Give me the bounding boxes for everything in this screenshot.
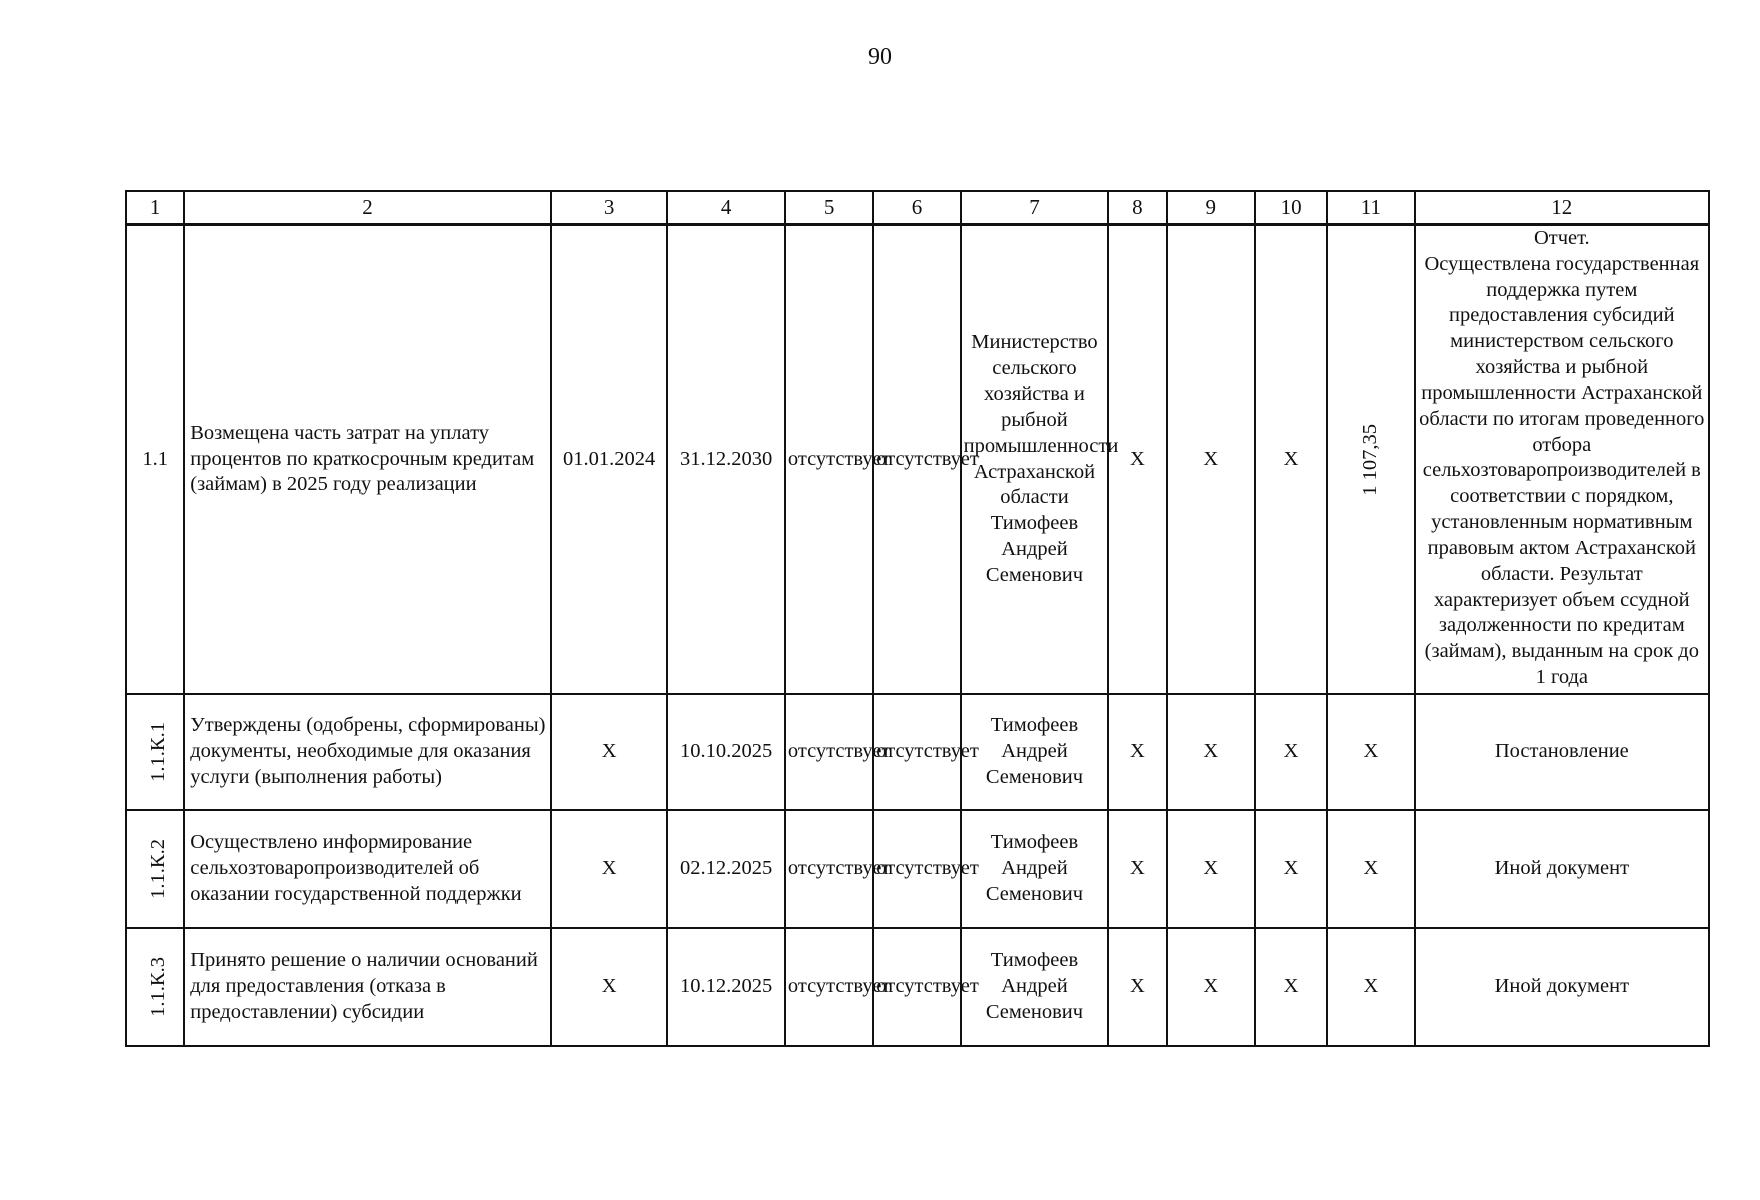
cell-col6: отсутствует: [873, 928, 960, 1046]
responsible-executor: Тимофеев Андрей Семенович: [961, 928, 1109, 1046]
cell-col11: X: [1327, 694, 1414, 810]
cell-col8: X: [1108, 225, 1166, 695]
start-date: X: [551, 810, 668, 928]
column-header: 3: [551, 191, 668, 225]
column-header: 9: [1167, 191, 1255, 225]
cell-col8: X: [1108, 694, 1166, 810]
cell-col9: X: [1167, 225, 1255, 695]
measures-table: [125, 190, 1710, 1047]
cell-col10: X: [1255, 694, 1327, 810]
row-number: 1.1.К.1: [146, 722, 169, 782]
table-header-row: [126, 191, 1709, 225]
column-header: 12: [1415, 191, 1709, 225]
row-description: Принято решение о наличии оснований для предоставления (отказа в предоставлении) субсидии: [184, 928, 551, 1046]
start-date: X: [551, 928, 668, 1046]
result-cell: Иной документ: [1415, 810, 1709, 928]
row-description: Возмещена часть затрат на уплату процентов по краткосрочным кредитам (займам) в 2025 году реализации: [184, 225, 551, 695]
row-number-cell: [126, 810, 184, 928]
column-header: 6: [873, 191, 960, 225]
cell-col10: X: [1255, 810, 1327, 928]
cell-col8: X: [1108, 810, 1166, 928]
responsible-executor: Министерство сельского хозяйства и рыбной промышленности Астраханской области Тимофеев Андрей Семенович: [961, 225, 1109, 695]
end-date: 02.12.2025: [667, 810, 785, 928]
result-text: Осуществлена государственная поддержка путем предоставления субсидий министерством сельского хозяйства и рыбной промышленности Астраханской области по итогам проведенного отбора сельхозтоваропроизводителей в соответствии с порядком, установленным нормативным правовым актом Астраханской области. Результат характеризует объем ссудной задолженности по кредитам (займам), выданным на срок до 1 года: [1419, 252, 1705, 689]
cell-col11: X: [1327, 810, 1414, 928]
row-description: Осуществлено информирование сельхозтоваропроизводителей об оказании государственной поддержки: [184, 810, 551, 928]
cell-col9: X: [1167, 694, 1255, 810]
cell-col10: X: [1255, 928, 1327, 1046]
column-header: 7: [961, 191, 1109, 225]
column-header: 10: [1255, 191, 1327, 225]
result-cell: [1415, 225, 1709, 695]
table-row: [126, 694, 1709, 810]
row-number: 1.1.К.2: [146, 839, 169, 899]
result-title: Отчет.: [1533, 227, 1590, 249]
column-header: 1: [126, 191, 184, 225]
end-date: 10.12.2025: [667, 928, 785, 1046]
table-row: [126, 225, 1709, 695]
start-date: X: [551, 694, 668, 810]
responsible-executor: Тимофеев Андрей Семенович: [961, 810, 1109, 928]
page-number: 90: [868, 44, 892, 70]
cell-col5: отсутствует: [785, 225, 873, 695]
table-row: [126, 928, 1709, 1046]
responsible-executor: Тимофеев Андрей Семенович: [961, 694, 1109, 810]
cell-col9: X: [1167, 810, 1255, 928]
cell-col5: отсутствует: [785, 810, 873, 928]
cell-col6: отсутствует: [873, 225, 960, 695]
row-description: Утверждены (одобрены, сформированы) документы, необходимые для оказания услуги (выполнения работы): [184, 694, 551, 810]
cell-col6: отсутствует: [873, 810, 960, 928]
cell-col10: X: [1255, 225, 1327, 695]
column-header: 5: [785, 191, 873, 225]
end-date: 31.12.2030: [667, 225, 785, 695]
column-header: 4: [667, 191, 785, 225]
row-number: 1.1.К.3: [146, 957, 169, 1017]
end-date: 10.10.2025: [667, 694, 785, 810]
row-number: 1.1: [126, 225, 184, 695]
table-row: [126, 810, 1709, 928]
result-cell: Иной документ: [1415, 928, 1709, 1046]
cell-col8: X: [1108, 928, 1166, 1046]
column-header: 2: [184, 191, 551, 225]
row-number-cell: [126, 928, 184, 1046]
cell-col5: отсутствует: [785, 694, 873, 810]
cell-col11: X: [1327, 928, 1414, 1046]
start-date: 01.01.2024: [551, 225, 668, 695]
amount-value: 1 107,35: [1359, 423, 1382, 496]
row-number-cell: [126, 694, 184, 810]
column-header: 11: [1327, 191, 1414, 225]
cell-col5: отсутствует: [785, 928, 873, 1046]
cell-col6: отсутствует: [873, 694, 960, 810]
cell-col11: [1327, 225, 1414, 695]
result-cell: Постановление: [1415, 694, 1709, 810]
cell-col9: X: [1167, 928, 1255, 1046]
column-header: 8: [1108, 191, 1166, 225]
